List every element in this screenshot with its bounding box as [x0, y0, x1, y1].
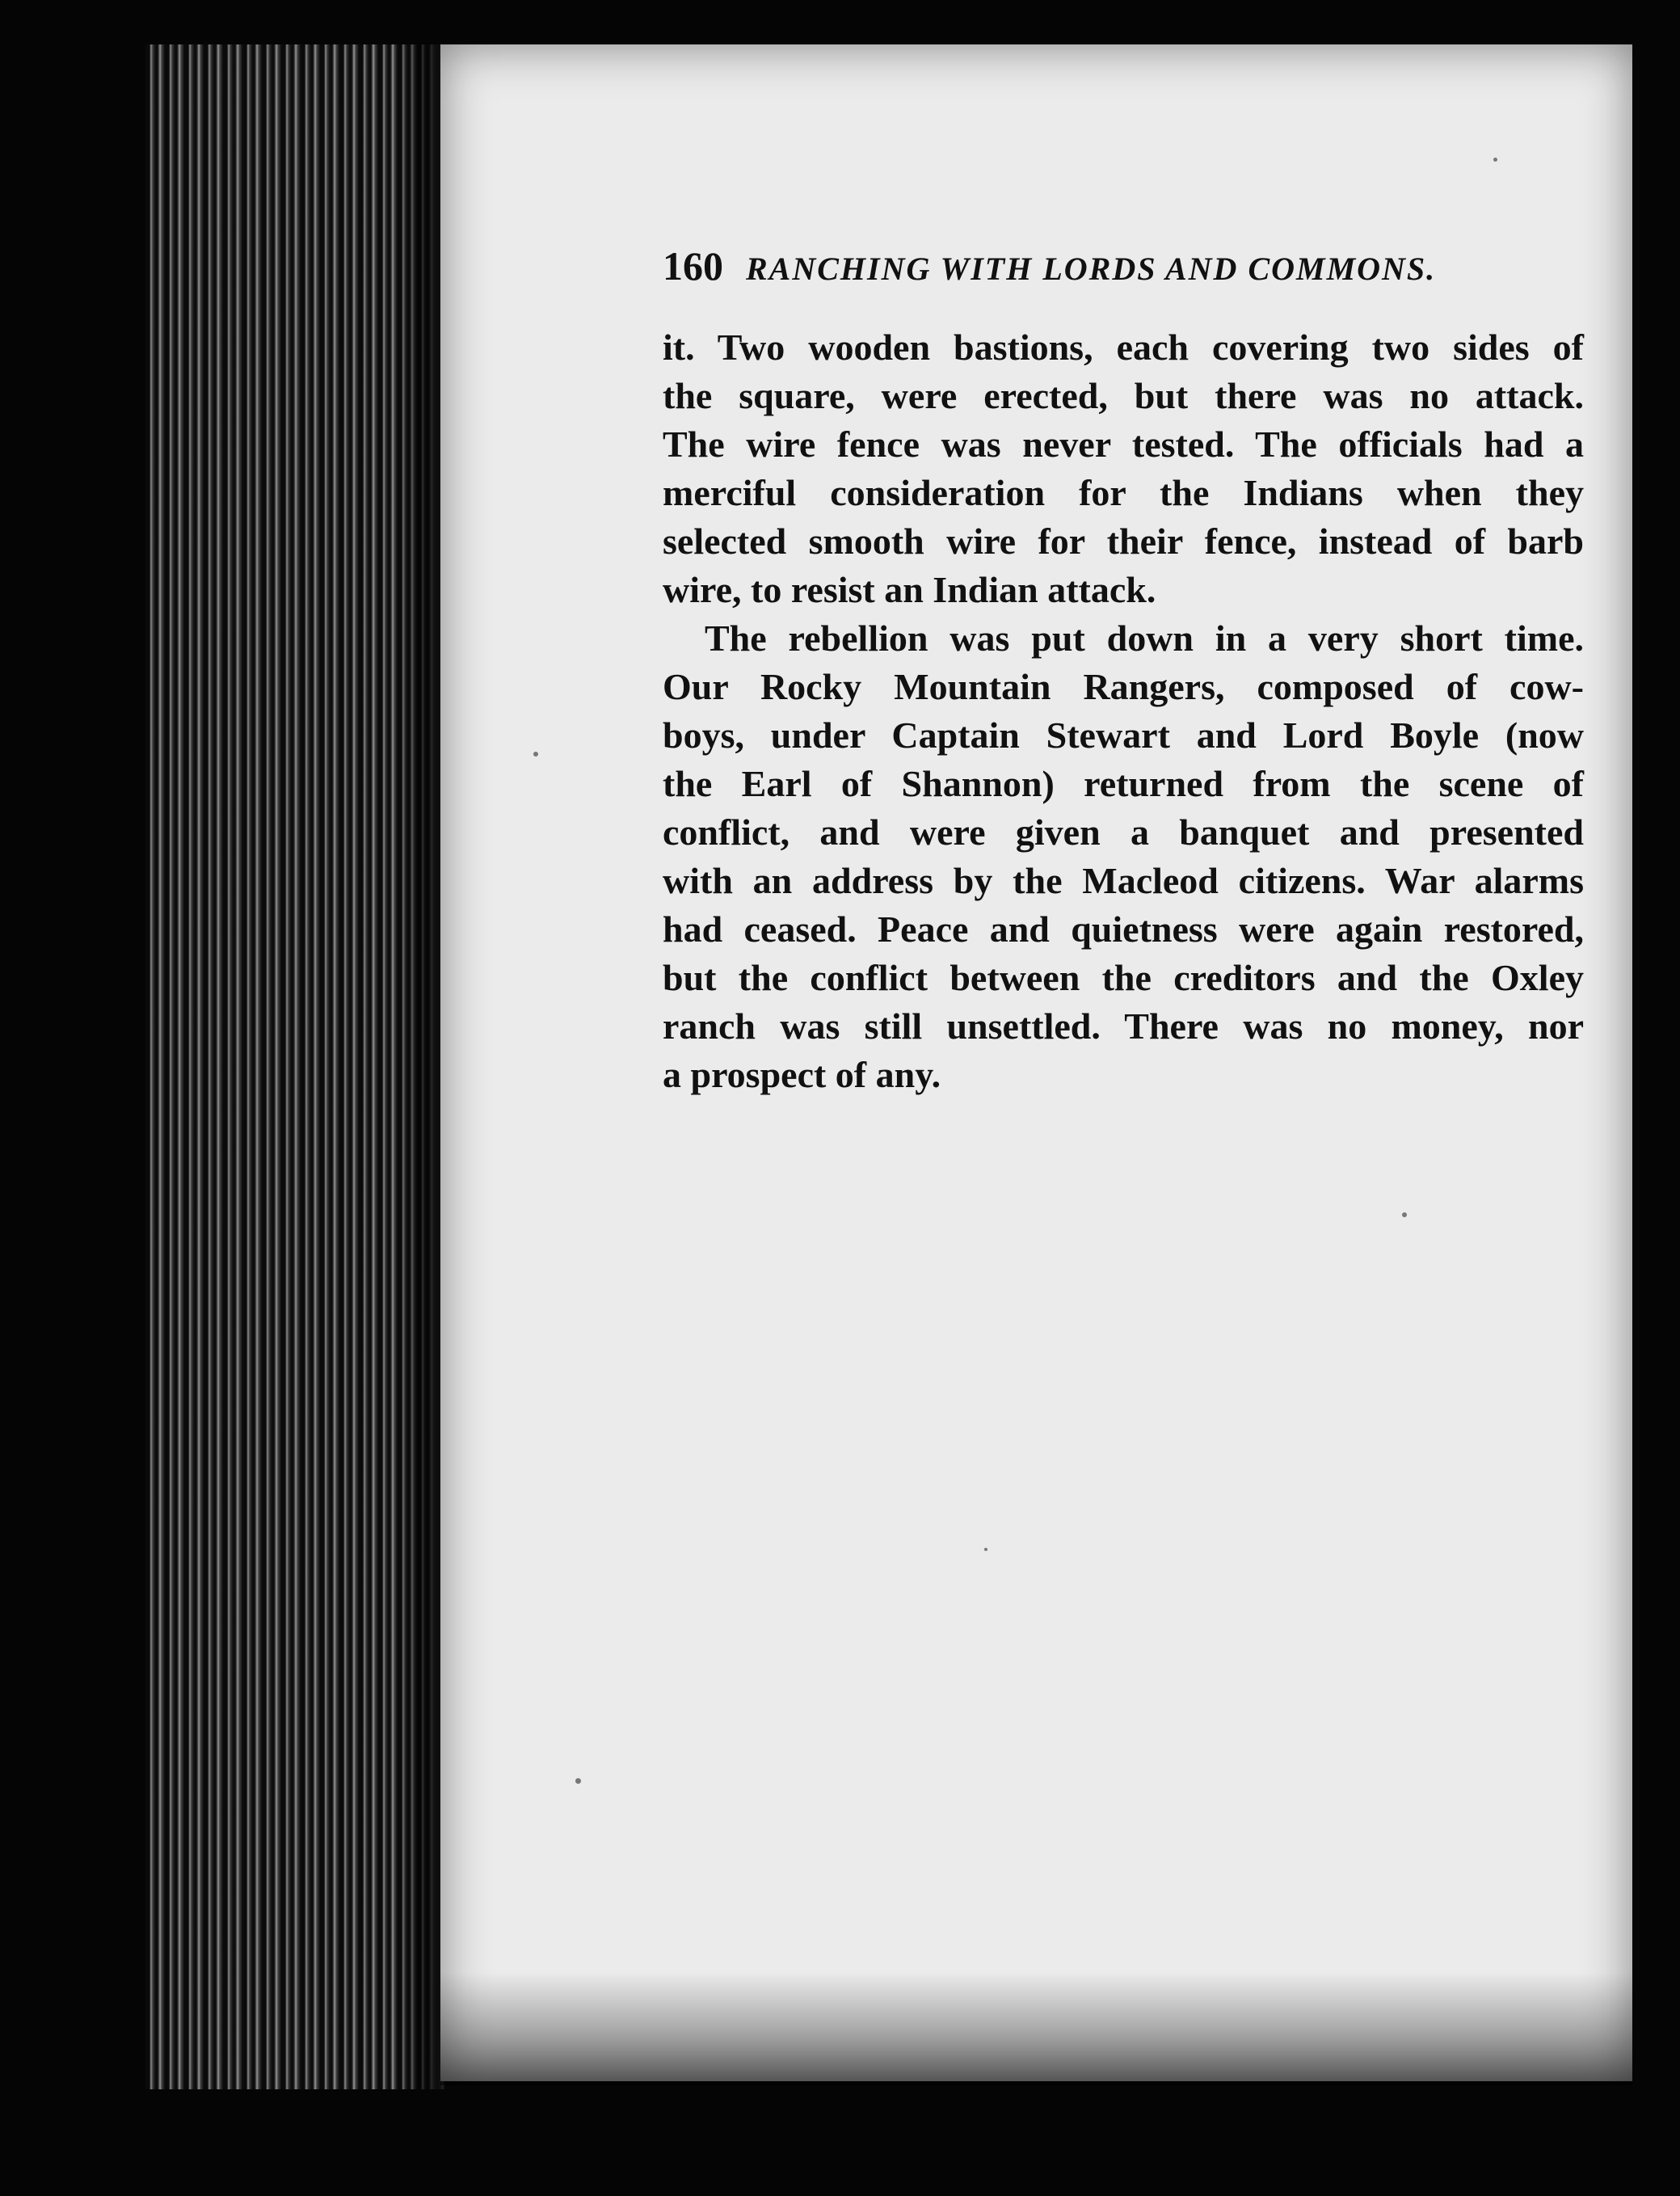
- text-line: conflict, and were given a banquet and presented: [663, 811, 1584, 853]
- scan-speck: [1493, 158, 1497, 162]
- text-line: The wire fence was never tested. The officials had a: [663, 424, 1584, 465]
- text-line: with an address by the Macleod citizens. War alarms: [663, 860, 1584, 901]
- text-line: ranch was still unsettled. There was no money, nor: [663, 1005, 1584, 1047]
- text-line: the Earl of Shannon) returned from the scene of: [663, 763, 1584, 804]
- page-number: 160: [663, 243, 723, 289]
- page-bottom-shadow: [440, 1972, 1632, 2085]
- scan-speck: [533, 752, 538, 757]
- scan-speck: [984, 1548, 987, 1551]
- text-line: a prospect of any.: [663, 1054, 941, 1095]
- text-line: it. Two wooden bastions, each covering two sides of: [663, 327, 1584, 368]
- text-line: selected smooth wire for their fence, instead of barb: [663, 521, 1584, 562]
- scan-speck: [575, 1778, 581, 1784]
- body-text: [663, 323, 1584, 1099]
- book-title: RANCHING WITH LORDS AND COMMONS.: [746, 251, 1437, 287]
- text-line: The rebellion was put down in a very short time.: [705, 617, 1584, 659]
- text-line: wire, to resist an Indian attack.: [663, 569, 1156, 610]
- scan-speck: [1402, 1212, 1407, 1217]
- paragraph-2: [663, 614, 1584, 1099]
- text-line: but the conflict between the creditors and the Oxley: [663, 957, 1584, 998]
- text-line: had ceased. Peace and quietness were again restored,: [663, 908, 1584, 950]
- text-line: the square, were erected, but there was no attack.: [663, 375, 1584, 416]
- gutter-shadow: [396, 44, 444, 2089]
- running-head: [663, 242, 1584, 307]
- text-line: boys, under Captain Stewart and Lord Boyle (now: [663, 714, 1584, 756]
- text-line: Our Rocky Mountain Rangers, composed of cow-: [663, 666, 1584, 707]
- paragraph-1: [663, 323, 1584, 614]
- text-line: merciful consideration for the Indians when they: [663, 472, 1584, 513]
